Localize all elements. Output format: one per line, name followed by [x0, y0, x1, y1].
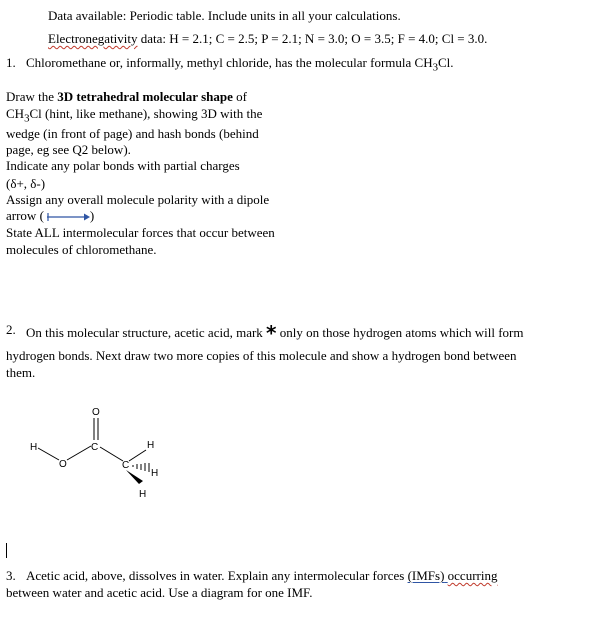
data-available-line: Data available: Periodic table. Include units in all your calculations.	[48, 8, 401, 23]
bond-c-c	[100, 447, 123, 461]
q1-line-4: page, eg see Q2 below).	[6, 142, 131, 157]
q1-line8-post: )	[89, 208, 95, 223]
atom-h-left: H	[30, 442, 38, 453]
imfs-word: (IMFs)	[407, 568, 445, 583]
bond-o-c	[67, 446, 91, 460]
acetic-acid-structure	[20, 400, 180, 505]
q1-draw-instruction	[6, 89, 247, 105]
q1-draw-pre: Draw the	[6, 89, 58, 104]
q1-subscript: 3	[432, 61, 439, 74]
q2-text-post: only on those hydrogen atoms which will form	[276, 325, 524, 340]
question-3-text	[26, 568, 497, 584]
q1-line-7: Assign any overall molecule polarity with a dipole	[6, 192, 270, 207]
q1-line-9: State ALL intermolecular forces that occur between	[6, 225, 275, 240]
q1-line2-post: Cl (hint, like methane), showing 3D with the	[29, 106, 263, 121]
asterisk-mark: *	[266, 321, 277, 345]
q1-line-8	[6, 208, 94, 224]
hash-bond	[133, 463, 149, 472]
question-3-number: 3.	[6, 568, 16, 583]
atom-h-top: H	[147, 440, 155, 451]
q1-draw-bold: 3D tetrahedral molecular shape	[57, 89, 233, 104]
q1-line2-pre: CH	[6, 106, 25, 121]
question-2-text	[26, 321, 524, 345]
atom-c-carbonyl: C	[91, 442, 99, 453]
wedge-bond	[126, 470, 143, 484]
q1-text-pre: Chloromethane or, informally, methyl chloride, has the molecular formula CH	[26, 55, 433, 70]
question-1-number: 1.	[6, 55, 16, 70]
dipole-arrow-icon	[44, 212, 90, 222]
text-cursor	[6, 543, 7, 558]
atom-c-methyl: C	[122, 460, 130, 471]
q3-line-2: between water and acetic acid. Use a diagram for one IMF.	[6, 585, 313, 600]
q1-line-10: molecules of chloromethane.	[6, 242, 157, 257]
atom-o-single: O	[59, 459, 67, 470]
q1-line-2	[6, 106, 262, 127]
question-1-text	[26, 55, 454, 76]
q1-line8-pre: arrow (	[6, 208, 44, 223]
electronegativity-word: Electronegativity	[48, 31, 138, 46]
electronegativity-values: data: H = 2.1; C = 2.5; P = 2.1; N = 3.0; O = 3.5; F = 4.0; Cl = 3.0.	[137, 31, 488, 46]
q2-line-2: hydrogen bonds. Next draw two more copies of this molecule and show a hydrogen bond between	[6, 348, 517, 363]
q2-text-pre: On this molecular structure, acetic acid, mark	[26, 325, 267, 340]
atom-h-bottom: H	[139, 489, 147, 500]
electronegativity-line	[48, 31, 487, 47]
atom-h-right: H	[151, 468, 159, 479]
q2-line-3: them.	[6, 365, 36, 380]
bond-h-o	[38, 448, 59, 460]
q1-line2-sub: 3	[24, 112, 30, 125]
q1-text-post: Cl.	[438, 55, 454, 70]
q1-draw-post: of	[232, 89, 247, 104]
q1-line-5: Indicate any polar bonds with partial charges	[6, 158, 240, 173]
q1-line-3: wedge (in front of page) and hash bonds (behind	[6, 126, 259, 141]
occurring-word: occurring	[447, 568, 498, 583]
atom-o-double: O	[92, 407, 100, 418]
bond-c-h-top	[129, 450, 146, 461]
q3-text-pre: Acetic acid, above, dissolves in water. Explain any intermolecular forces	[26, 568, 408, 583]
question-2-number: 2.	[6, 322, 16, 337]
q1-line-6: (δ+, δ-)	[6, 176, 46, 191]
